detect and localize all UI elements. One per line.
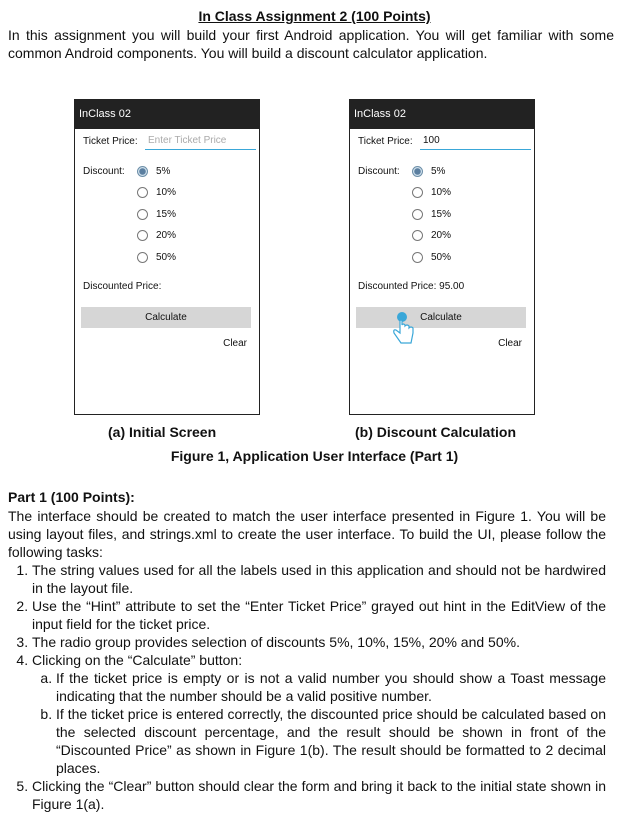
radio-15[interactable]: 15% <box>412 208 522 224</box>
subtask-list <box>32 669 606 777</box>
radio-icon <box>137 187 148 198</box>
tap-hand-icon <box>387 309 417 349</box>
phone-initial-screen <box>74 99 260 415</box>
part1-heading: Part 1 (100 Points): <box>8 489 135 505</box>
ticket-price-label: Ticket Price: <box>358 136 413 147</box>
clear-button[interactable]: Clear <box>223 338 247 349</box>
caption-a: (a) Initial Screen <box>108 424 217 440</box>
radio-selected-icon <box>137 166 148 177</box>
ticket-price-label: Ticket Price: <box>83 136 138 147</box>
caption-b: (b) Discount Calculation <box>355 424 516 440</box>
radio-icon <box>412 230 423 241</box>
radio-20[interactable]: 20% <box>137 229 247 245</box>
radio-50[interactable]: 50% <box>137 251 247 267</box>
ticket-price-input[interactable]: Enter Ticket Price <box>145 135 256 150</box>
radio-selected-icon <box>412 166 423 177</box>
radio-icon <box>137 209 148 220</box>
part1-intro: The interface should be created to match the user interface presented in Figure 1. You will be using layout files, and strings.xml to create the user interface. To build the UI, please follow the following tasks: <box>8 508 606 560</box>
part1-body <box>8 507 606 813</box>
discount-label: Discount: <box>83 166 125 177</box>
phone-discount-calculation <box>349 99 535 415</box>
task-item: 2. Use the “Hint” attribute to set the “Enter Ticket Price” grayed out hint in the EditView of the input field for the ticket price. <box>32 597 606 633</box>
radio-10[interactable]: 10% <box>412 186 522 202</box>
radio-icon <box>137 230 148 241</box>
calculate-button[interactable]: Calculate <box>356 307 526 328</box>
app-title-bar: InClass 02 <box>350 100 534 129</box>
task-list <box>8 561 606 813</box>
assignment-intro: In this assignment you will build your first Android application. You will get familiar with some common Android components. You will build a discount calculator application. <box>8 27 614 61</box>
radio-50[interactable]: 50% <box>412 251 522 267</box>
radio-icon <box>412 252 423 263</box>
assignment-title: In Class Assignment 2 (100 Points) <box>198 8 431 24</box>
clear-button[interactable]: Clear <box>498 338 522 349</box>
radio-5[interactable]: 5% <box>137 165 247 181</box>
app-title-bar: InClass 02 <box>75 100 259 129</box>
radio-5[interactable]: 5% <box>412 165 522 181</box>
ticket-price-input[interactable]: 100 <box>420 135 531 150</box>
radio-icon <box>412 209 423 220</box>
discounted-price-label: Discounted Price: <box>83 281 162 292</box>
calculate-button[interactable]: Calculate <box>81 307 251 328</box>
discounted-price-value: 95.00 <box>439 281 465 292</box>
subtask-item: a. If the ticket price is empty or is not a valid number you should show a Toast message indicating that the number should be a valid positive number. <box>56 669 606 705</box>
task-item: 1. The string values used for all the labels used in this application and should not be hardwired in the layout file. <box>32 561 606 597</box>
radio-icon <box>137 252 148 263</box>
radio-15[interactable]: 15% <box>137 208 247 224</box>
radio-20[interactable]: 20% <box>412 229 522 245</box>
subtask-item: b. If the ticket price is entered correctly, the discounted price should be calculated based on the selected discount percentage, and the result should be shown in front of the “Discounted Price” as shown in Figure 1(b). The result should be formatted to 2 decimal places. <box>56 705 606 777</box>
task-item: 4. Clicking on the “Calculate” button: a. If the ticket price is empty or is not a valid number you should show a Toast message indicating that the number should be a valid positive number. b. If the ticket price is entered correctly, the discounted price should be calculated based on the selected discount percentage, and the result should be shown in front of the “Discounted Price” as shown in Figure 1(b). The result should be formatted to 2 decimal places. <box>32 651 606 777</box>
task-item: 3. The radio group provides selection of discounts 5%, 10%, 15%, 20% and 50%. <box>32 633 606 651</box>
task-item: 5. Clicking the “Clear” button should clear the form and bring it back to the initial state shown in Figure 1(a). <box>32 777 606 813</box>
radio-icon <box>412 187 423 198</box>
discounted-price-label: Discounted Price: 95.00 <box>358 281 465 292</box>
discount-label: Discount: <box>358 166 400 177</box>
radio-10[interactable]: 10% <box>137 186 247 202</box>
figure-caption: Figure 1, Application User Interface (Part 1) <box>170 448 459 464</box>
